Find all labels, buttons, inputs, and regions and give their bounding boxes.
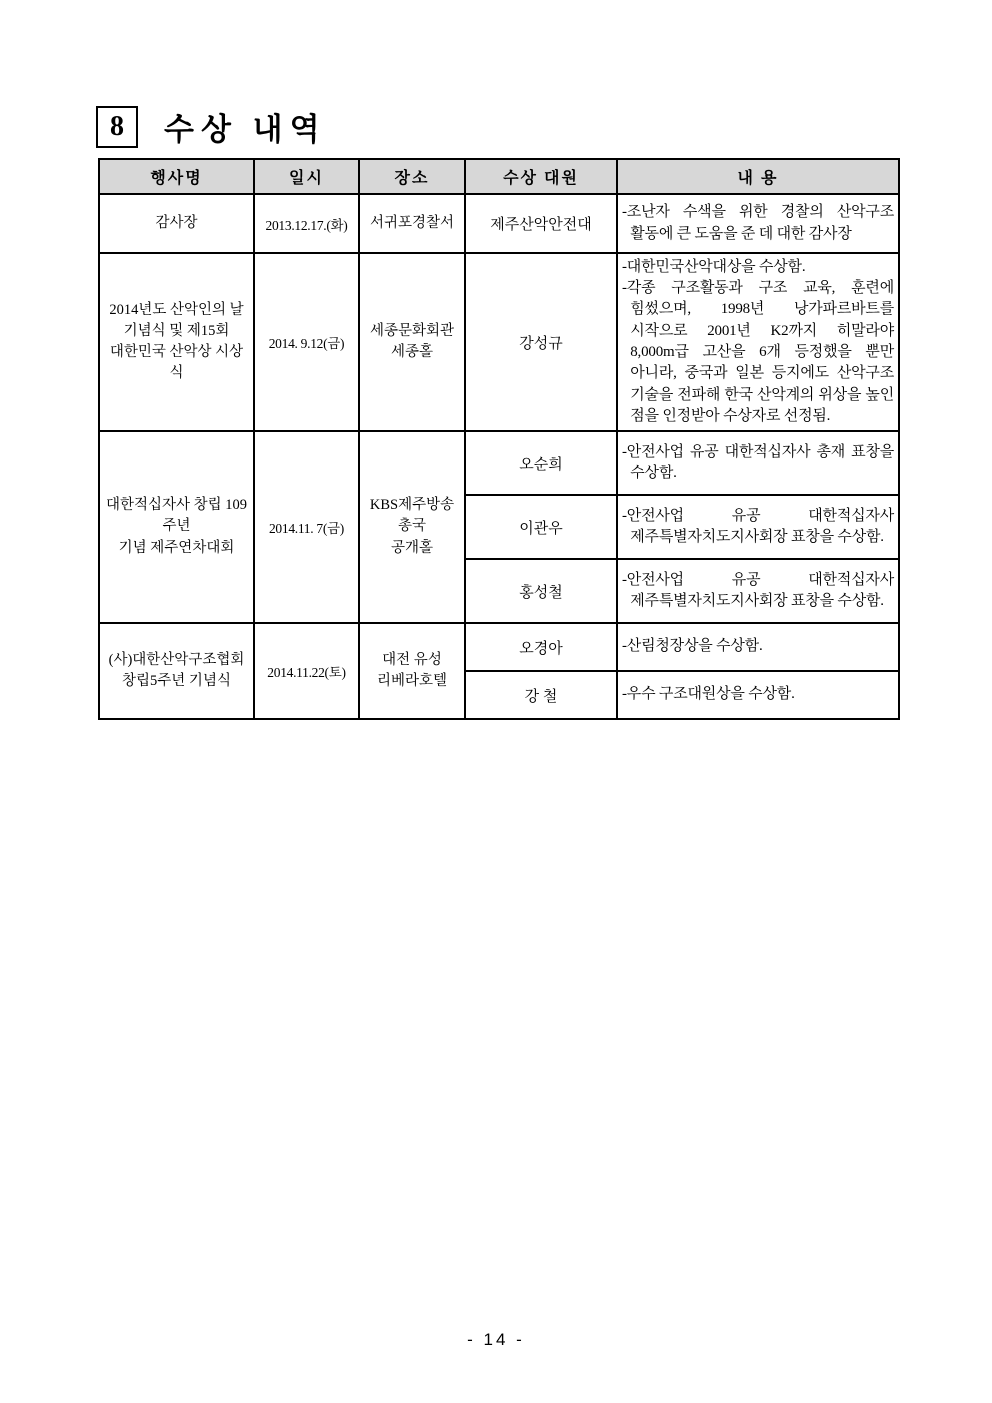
content-cell bbox=[617, 671, 899, 719]
col-header-content: 내 용 bbox=[617, 159, 899, 194]
place-line: KBS제주방송총국 bbox=[369, 497, 455, 535]
event-cell bbox=[99, 194, 254, 253]
event-line: 2014년도 산악인의 날 bbox=[109, 301, 244, 318]
event-cell bbox=[99, 253, 254, 431]
content-paragraph: -각종 구조활동과 구조 교육, 훈련에 힘썼으며, 1998년 낭가파르바트를 시작으로 2001년 K2까지 히말라야 8,000m급 고산을 6개 등정했을 뿐만 아니라, 중국과 일본 등지에도 산악구조 기술을 전파해 한국 산악계의 위상을 높인 점을 인정받아 수상자로 선정됨. bbox=[622, 280, 894, 424]
section-number-box bbox=[96, 106, 138, 148]
table-row bbox=[99, 431, 899, 495]
content-paragraph: -안전사업 유공 대한적십자사 총재 표창을 수상함. bbox=[622, 443, 894, 481]
date-cell: 2014. 9.12(금) bbox=[254, 253, 359, 431]
content-cell bbox=[617, 431, 899, 495]
place-line: 리베라호텔 bbox=[376, 673, 448, 689]
content-cell bbox=[617, 194, 899, 253]
place-cell bbox=[359, 623, 465, 719]
content-paragraph: -산림청장상을 수상함. bbox=[622, 638, 763, 655]
page-title: 수상 내역 bbox=[164, 112, 327, 147]
awards-table bbox=[98, 158, 900, 720]
date-cell: 2013.12.17.(화) bbox=[254, 194, 359, 253]
date-cell: 2014.11. 7(금) bbox=[254, 431, 359, 623]
place-line: 서귀포경찰서 bbox=[369, 214, 455, 231]
page-number: - 14 - bbox=[467, 1330, 525, 1349]
content-cell bbox=[617, 623, 899, 671]
event-line: 창립5주년 기념식 bbox=[122, 673, 231, 689]
event-line: 감사장 bbox=[155, 214, 198, 231]
table-row bbox=[99, 194, 899, 253]
event-line: 기념식 및 제15회 bbox=[123, 322, 230, 339]
date-cell: 2014.11.22(토) bbox=[254, 623, 359, 719]
event-cell bbox=[99, 623, 254, 719]
member-cell: 오순희 bbox=[465, 431, 617, 495]
place-cell bbox=[359, 194, 465, 253]
table-header-row bbox=[99, 159, 899, 194]
place-line: 세종문화회관 bbox=[369, 322, 455, 339]
content-paragraph: -조난자 수색을 위한 경찰의 산악구조 활동에 큰 도움을 준 데 대한 감사장 bbox=[622, 204, 894, 242]
col-header-member: 수상 대원 bbox=[465, 159, 617, 194]
member-cell: 강 철 bbox=[465, 671, 617, 719]
member-cell: 강성규 bbox=[465, 253, 617, 431]
col-header-date: 일시 bbox=[254, 159, 359, 194]
member-cell: 이관우 bbox=[465, 495, 617, 559]
col-header-event: 행사명 bbox=[99, 159, 254, 194]
place-line: 대전 유성 bbox=[382, 651, 442, 668]
content-paragraph: -우수 구조대원상을 수상함. bbox=[622, 686, 795, 703]
table-row bbox=[99, 623, 899, 671]
event-line: 대한적십자사 창립 109주년 bbox=[105, 497, 248, 535]
content-cell bbox=[617, 559, 899, 623]
content-paragraph: -대한민국산악대상을 수상함. bbox=[622, 258, 806, 275]
content-cell bbox=[617, 253, 899, 431]
table-row bbox=[99, 253, 899, 431]
member-cell: 홍성철 bbox=[465, 559, 617, 623]
content-cell bbox=[617, 495, 899, 559]
section-number: 8 bbox=[110, 110, 124, 142]
section-header bbox=[96, 104, 327, 149]
event-line: 기념 제주연차대회 bbox=[118, 539, 235, 556]
member-cell: 오경아 bbox=[465, 623, 617, 671]
event-cell bbox=[99, 431, 254, 623]
member-cell: 제주산악안전대 bbox=[465, 194, 617, 253]
place-line: 세종홀 bbox=[390, 344, 434, 360]
content-paragraph: -안전사업 유공 대한적십자사 제주특별자치도지사회장 표창을 수상함. bbox=[622, 507, 894, 545]
content-paragraph: -안전사업 유공 대한적십자사 제주특별자치도지사회장 표창을 수상함. bbox=[622, 571, 894, 609]
event-line: 대한민국 산악상 시상식 bbox=[109, 344, 244, 382]
event-line: (사)대한산악구조협회 bbox=[108, 651, 245, 668]
col-header-place: 장소 bbox=[359, 159, 465, 194]
place-cell bbox=[359, 431, 465, 623]
place-cell bbox=[359, 253, 465, 431]
place-line: 공개홀 bbox=[390, 539, 434, 556]
